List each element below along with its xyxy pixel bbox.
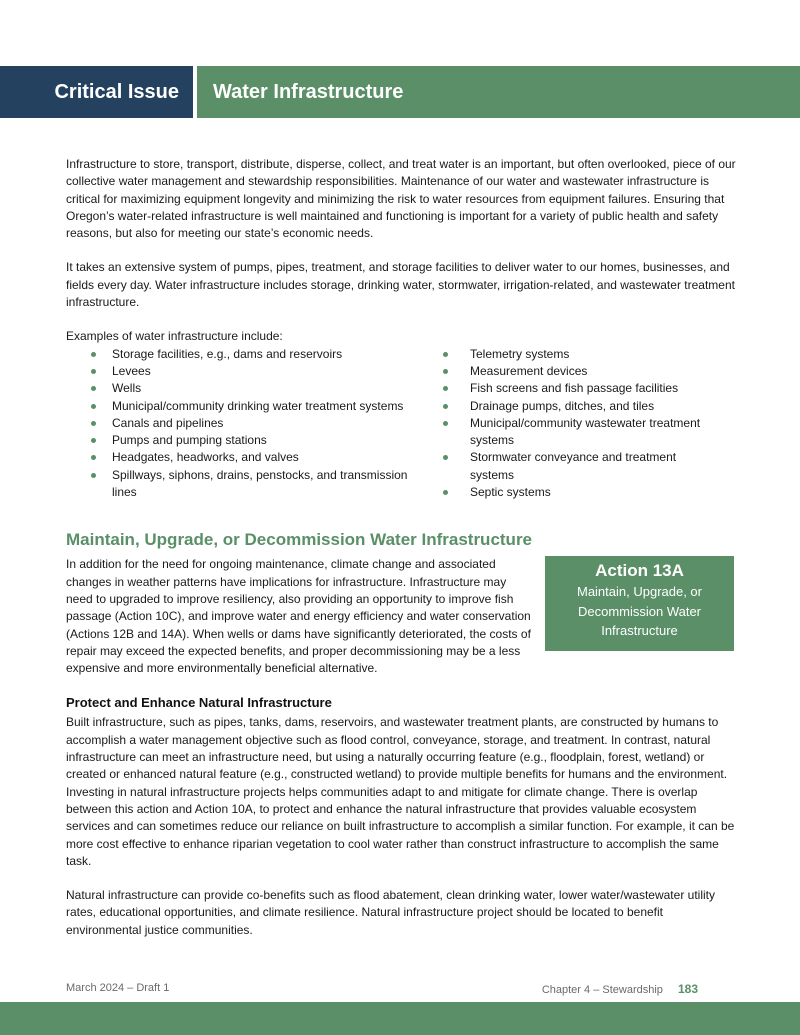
examples-heading: Examples of water infrastructure include: bbox=[66, 329, 283, 344]
list-item: Pumps and pumping stations bbox=[66, 432, 423, 449]
list-item: Levees bbox=[66, 363, 423, 380]
footer-chapter-group bbox=[542, 982, 698, 996]
list-item: Spillways, siphons, drains, penstocks, and transmission lines bbox=[66, 467, 423, 502]
list-item: Headgates, headworks, and valves bbox=[66, 449, 423, 466]
list-item: Stormwater conveyance and treatment systems bbox=[423, 449, 723, 484]
section-natural-paragraph-1: Built infrastructure, such as pipes, tanks, dams, reservoirs, and wastewater treatment plants, are constructed by humans to accomplish a water management objective such as flood control, conveyance, storage, and treatment. In contrast, natural infrastructure can meet an infrastructure need, but using a naturally occurring feature (e.g., floodplain, forest, wetland) or created or enhanced natural feature (e.g., constructed wetland) to provide multiple benefits for humans and the environment. Investing in natural infrastructure projects helps communities adapt to and mitigate for climate change. There is overlap between this action and Action 10A, to protect and enhance the natural infrastructure that provides valuable ecosystem services and can sometimes reduce our reliance on built infrastructure to accomplish a similar function. For example, it can be more cost effective to enhance riparian vegetation to cool water rather than construct infrastructure to accomplish the same task. bbox=[66, 715, 735, 868]
critical-issue-label: Critical Issue bbox=[0, 66, 193, 118]
intro-paragraph-2: It takes an extensive system of pumps, pipes, treatment, and storage facilities to deliver water to our homes, businesses, and fields every day. Water infrastructure includes storage, drinking water, stormwater, irrigation-related, and wastewater treatment infrastructure. bbox=[66, 260, 735, 310]
list-item: Telemetry systems bbox=[423, 346, 723, 363]
section-heading-natural: Protect and Enhance Natural Infrastructure bbox=[66, 695, 332, 711]
action-title: Action 13A bbox=[595, 561, 684, 581]
examples-list-right bbox=[423, 346, 723, 502]
examples-columns bbox=[66, 346, 738, 502]
section-natural-paragraph-2: Natural infrastructure can provide co-benefits such as flood abatement, clean drinking water, lower water/wastewater utility rates, educational opportunities, and climate resilience. Natural infrastructure project should be located to benefit environmental justice communities. bbox=[66, 888, 715, 937]
list-item: Canals and pipelines bbox=[66, 415, 423, 432]
section-maintain-body: In addition for the need for ongoing maintenance, climate change and associated changes in weather patterns have implications for infrastructure. Infrastructure may need to upgraded to improve resiliency, also providing an opportunity to improve fish passage (Action 10C), and improve water and energy efficiency and water conservation (Actions 12B and 14A). When wells or dams have significantly deteriorated, the costs of repair may exceed the expected benefits, and proper decommissioning may be a less expensive and more environmentally beneficial alternative. bbox=[66, 557, 531, 676]
page-title: Water Infrastructure bbox=[197, 66, 800, 118]
footer-chapter: Chapter 4 – Stewardship bbox=[541, 984, 663, 996]
examples-list-left bbox=[66, 346, 423, 502]
list-item: Municipal/community drinking water treatment systems bbox=[66, 398, 423, 415]
list-item: Municipal/community wastewater treatment systems bbox=[423, 415, 723, 450]
list-item: Wells bbox=[66, 380, 423, 397]
list-item: Storage facilities, e.g., dams and reservoirs bbox=[66, 346, 423, 363]
header-banner bbox=[0, 66, 800, 118]
main-content bbox=[66, 156, 738, 939]
page-footer bbox=[66, 982, 698, 996]
list-item: Septic systems bbox=[423, 484, 723, 501]
action-subtitle: Maintain, Upgrade, or Decommission Water Infrastructure bbox=[576, 584, 702, 639]
list-item: Fish screens and fish passage facilities bbox=[423, 380, 723, 397]
action-callout-box bbox=[545, 556, 734, 651]
footer-bar bbox=[0, 1002, 800, 1035]
footer-date: March 2024 – Draft 1 bbox=[66, 982, 170, 994]
list-item: Measurement devices bbox=[423, 363, 723, 380]
section-heading-maintain: Maintain, Upgrade, or Decommission Water Infrastructure bbox=[66, 530, 533, 550]
page-number: 183 bbox=[677, 982, 698, 996]
list-item: Drainage pumps, ditches, and tiles bbox=[423, 398, 723, 415]
intro-paragraph-1: Infrastructure to store, transport, distribute, disperse, collect, and treat water is an important, but often overlooked, piece of our collective water management and stewardship responsibilities. Maintenance of our water and wastewater infrastructure is critical for maximizing equipment longevity and minimizing the risk to water resources from equipment failures. Ensuring that Oregon’s water-related infrastructure is well maintained and functioning is important for a variety of public health and safety reasons, but also for meeting our state’s economic needs. bbox=[66, 157, 736, 241]
